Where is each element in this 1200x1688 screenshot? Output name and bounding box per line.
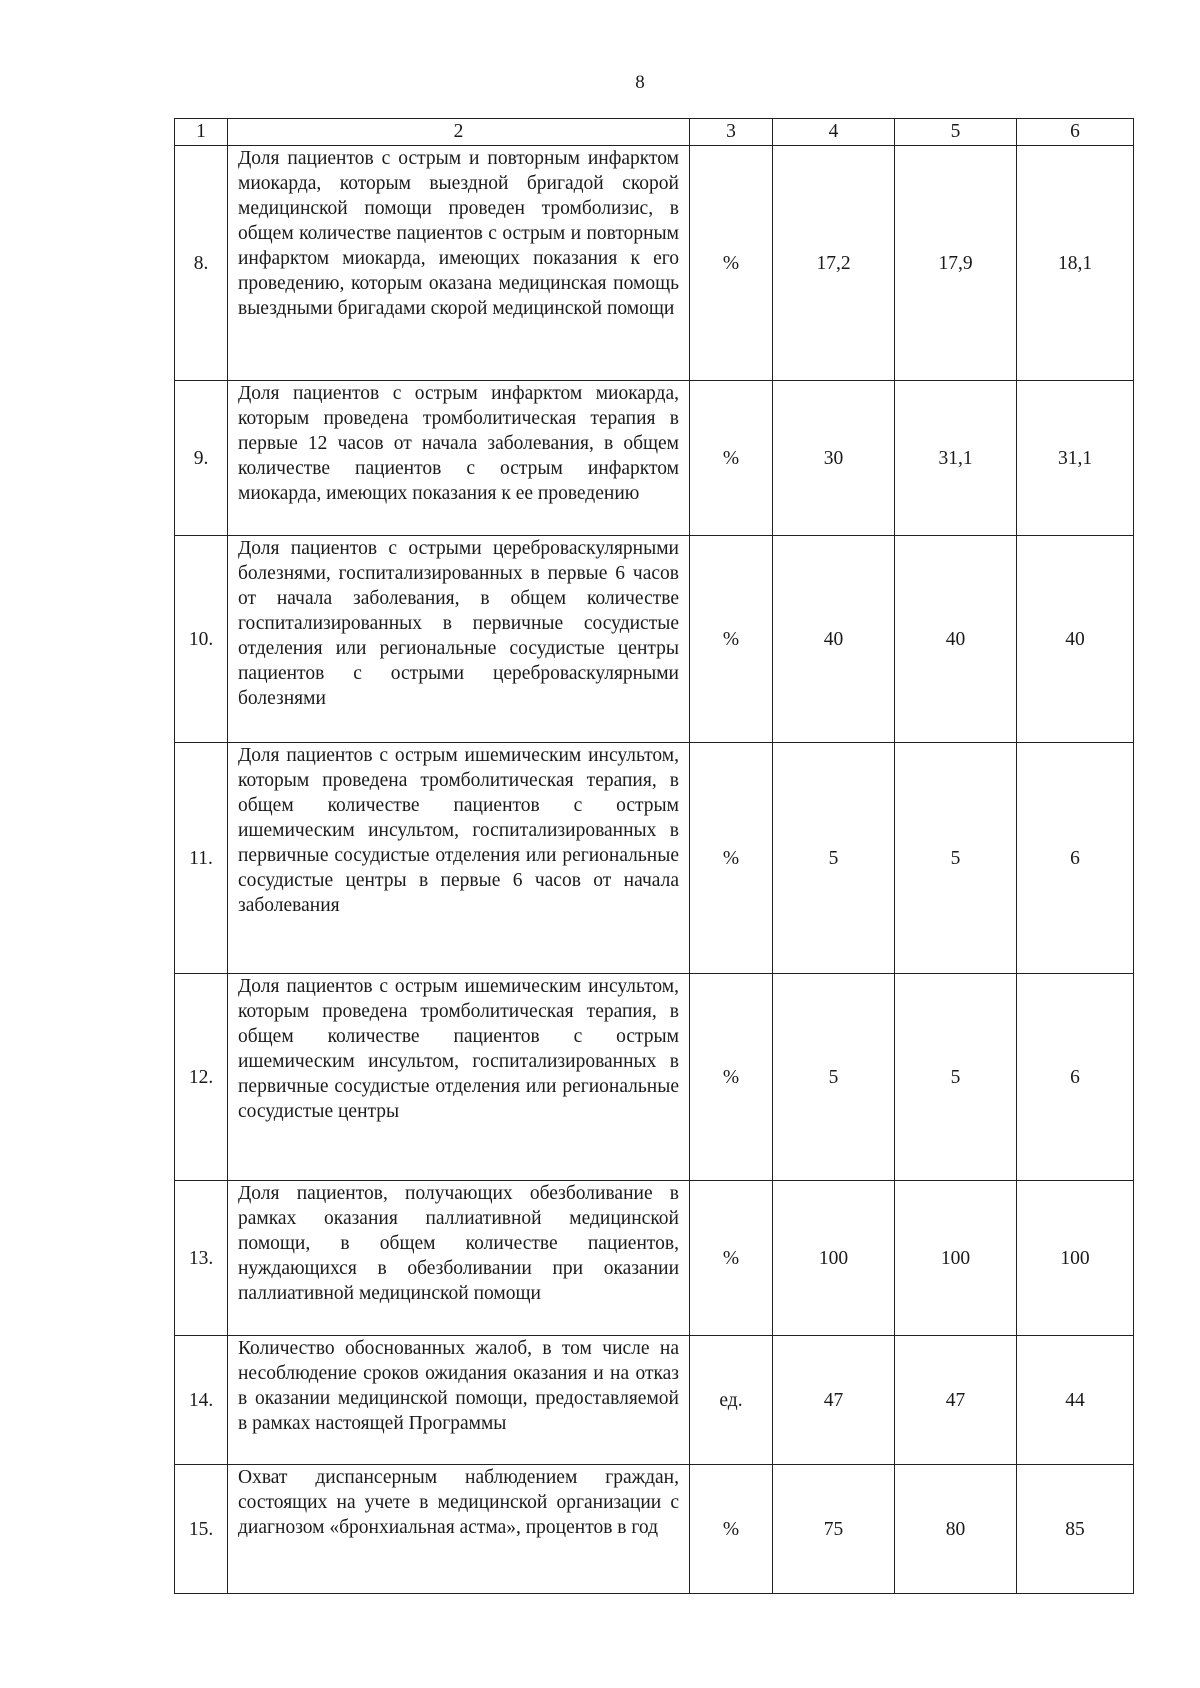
value-col6: 18,1 [1017,146,1134,381]
value-col6: 6 [1017,743,1134,974]
value-col6: 85 [1017,1465,1134,1594]
row-number: 8. [175,146,228,381]
value-col4: 30 [773,381,895,536]
value-col6: 100 [1017,1181,1134,1336]
unit-cell: ед. [690,1336,773,1465]
page-number: 8 [635,72,645,93]
value-col4: 40 [773,536,895,743]
indicator-description: Доля пациентов с острым ишемическим инсультом, которым проведена тромболитическая терапия, в общем количестве пациентов с острым ишемическим инсультом, госпитализированных в первичные сосудистые отделения или региональные сосудистые центры в первые 6 часов от начала заболевания [228,743,690,974]
column-header: 1 [175,119,228,146]
value-col5: 5 [895,743,1017,974]
column-header: 4 [773,119,895,146]
unit-cell: % [690,146,773,381]
table-row [175,536,1134,743]
value-col4: 100 [773,1181,895,1336]
table-header-row [175,119,1134,146]
indicator-description: Охват диспансерным наблюдением граждан, состоящих на учете в медицинской организации с диагнозом «бронхиальная астма», процентов в год [228,1465,690,1594]
table-row [175,1336,1134,1465]
column-header: 3 [690,119,773,146]
row-number: 11. [175,743,228,974]
value-col4: 75 [773,1465,895,1594]
unit-cell: % [690,743,773,974]
row-number: 10. [175,536,228,743]
column-header: 2 [228,119,690,146]
unit-cell: % [690,1181,773,1336]
value-col6: 40 [1017,536,1134,743]
value-col6: 6 [1017,974,1134,1181]
table-row [175,974,1134,1181]
value-col5: 31,1 [895,381,1017,536]
table-row [175,381,1134,536]
indicator-description: Количество обоснованных жалоб, в том числе на несоблюдение сроков ожидания оказания и на отказ в оказании медицинской помощи, предоставляемой в рамках настоящей Программы [228,1336,690,1465]
value-col5: 100 [895,1181,1017,1336]
value-col6: 31,1 [1017,381,1134,536]
value-col5: 80 [895,1465,1017,1594]
unit-cell: % [690,974,773,1181]
indicators-table [174,118,1134,1594]
value-col4: 17,2 [773,146,895,381]
indicator-description: Доля пациентов с острым инфарктом миокарда, которым проведена тромболитическая терапия в первые 12 часов от начала заболевания, в общем количестве пациентов с острым инфарктом миокарда, имеющих показания к ее проведению [228,381,690,536]
column-header: 5 [895,119,1017,146]
value-col4: 5 [773,974,895,1181]
table-row [175,146,1134,381]
value-col4: 5 [773,743,895,974]
row-number: 9. [175,381,228,536]
indicator-description: Доля пациентов с острыми цереброваскулярными болезнями, госпитализированных в первые 6 часов от начала заболевания, в общем количестве госпитализированных в первичные сосудистые отделения или региональные сосудистые центры пациентов с острыми цереброваскулярными болезнями [228,536,690,743]
indicator-description: Доля пациентов с острым ишемическим инсультом, которым проведена тромболитическая терапия, в общем количестве пациентов с острым ишемическим инсультом, госпитализированных в первичные сосудистые отделения или региональные сосудистые центры [228,974,690,1181]
value-col4: 47 [773,1336,895,1465]
indicator-description: Доля пациентов с острым и повторным инфарктом миокарда, которым выездной бригадой скорой медицинской помощи проведен тромболизис, в общем количестве пациентов с острым и повторным инфарктом миокарда, имеющих показания к его проведению, которым оказана медицинская помощь выездными бригадами скорой медицинской помощи [228,146,690,381]
row-number: 12. [175,974,228,1181]
row-number: 14. [175,1336,228,1465]
value-col5: 17,9 [895,146,1017,381]
unit-cell: % [690,1465,773,1594]
table-row [175,1181,1134,1336]
indicator-description: Доля пациентов, получающих обезболивание в рамках оказания паллиативной медицинской помощи, в общем количестве пациентов, нуждающихся в обезболивании при оказании паллиативной медицинской помощи [228,1181,690,1336]
value-col5: 40 [895,536,1017,743]
unit-cell: % [690,381,773,536]
row-number: 15. [175,1465,228,1594]
table-row [175,743,1134,974]
unit-cell: % [690,536,773,743]
value-col6: 44 [1017,1336,1134,1465]
table-row [175,1465,1134,1594]
row-number: 13. [175,1181,228,1336]
value-col5: 47 [895,1336,1017,1465]
column-header: 6 [1017,119,1134,146]
value-col5: 5 [895,974,1017,1181]
